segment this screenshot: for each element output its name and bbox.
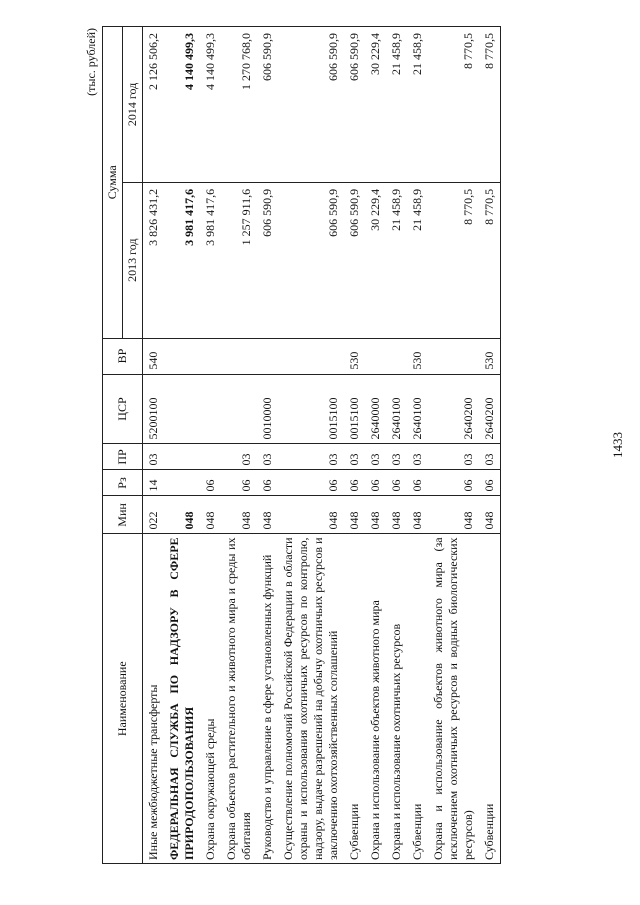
cell-rz: 06 — [278, 470, 344, 496]
cell-min: 048 — [200, 496, 221, 534]
budget-table — [102, 26, 501, 864]
table-row — [221, 27, 257, 864]
cell-2014: 606 590,9 — [257, 27, 278, 183]
cell-csr — [200, 374, 221, 444]
table-row — [479, 27, 501, 864]
cell-rz: 06 — [221, 470, 257, 496]
cell-min: 048 — [221, 496, 257, 534]
table-row — [365, 27, 386, 864]
cell-vr — [278, 338, 344, 374]
cell-2014: 1 270 768,0 — [221, 27, 257, 183]
cell-min: 048 — [428, 496, 479, 534]
table-row — [164, 27, 200, 864]
cell-vr: 540 — [143, 338, 165, 374]
cell-vr: 530 — [407, 338, 428, 374]
cell-rz: 06 — [407, 470, 428, 496]
cell-name: Субвенции — [479, 534, 501, 864]
cell-pr — [200, 444, 221, 470]
table-row — [278, 27, 344, 864]
cell-name: Иные межбюджетные трансферты — [143, 534, 165, 864]
cell-name: Руководство и управление в сфере установленных функций — [257, 534, 278, 864]
cell-pr: 03 — [344, 444, 365, 470]
header-2014: 2014 год — [123, 27, 143, 183]
cell-vr — [257, 338, 278, 374]
header-pr: ПР — [103, 444, 143, 470]
cell-2013: 21 458,9 — [386, 182, 407, 338]
table-row — [257, 27, 278, 864]
cell-2014: 606 590,9 — [278, 27, 344, 183]
cell-2014: 4 140 499,3 — [164, 27, 200, 183]
header-vr: ВР — [103, 338, 143, 374]
cell-rz: 06 — [479, 470, 501, 496]
cell-2013: 8 770,5 — [479, 182, 501, 338]
cell-min: 048 — [386, 496, 407, 534]
cell-2013: 8 770,5 — [428, 182, 479, 338]
cell-csr: 2640200 — [428, 374, 479, 444]
cell-min: 048 — [164, 496, 200, 534]
cell-min: 048 — [278, 496, 344, 534]
cell-csr: 2640100 — [386, 374, 407, 444]
cell-min: 048 — [407, 496, 428, 534]
cell-csr: 0015100 — [278, 374, 344, 444]
cell-pr: 03 — [407, 444, 428, 470]
cell-name: Охрана окружающей среды — [200, 534, 221, 864]
cell-rz: 06 — [365, 470, 386, 496]
cell-2014: 8 770,5 — [479, 27, 501, 183]
cell-min: 048 — [257, 496, 278, 534]
cell-pr: 03 — [143, 444, 165, 470]
header-min: Мин — [103, 496, 143, 534]
cell-pr: 03 — [278, 444, 344, 470]
cell-vr — [386, 338, 407, 374]
page-number: 1433 — [610, 432, 625, 458]
cell-name: Осуществление полномочий Российской Федерации в области охраны и использования охотничьих ресурсов по контролю, надзору, выдаче разрешений на добычу охотничьих ресурсов и заключению охотхозяйственных соглашений — [278, 534, 344, 864]
cell-2014: 30 229,4 — [365, 27, 386, 183]
cell-vr — [200, 338, 221, 374]
cell-vr — [221, 338, 257, 374]
cell-name: Охрана и использование объектов животного мира — [365, 534, 386, 864]
cell-rz: 14 — [143, 470, 165, 496]
cell-csr — [221, 374, 257, 444]
cell-2014: 2 126 506,2 — [143, 27, 165, 183]
table-row — [428, 27, 479, 864]
cell-rz: 06 — [386, 470, 407, 496]
header-csr: ЦСР — [103, 374, 143, 444]
cell-2013: 606 590,9 — [344, 182, 365, 338]
cell-vr — [365, 338, 386, 374]
header-rz: Рз — [103, 470, 143, 496]
cell-name: Охрана и использование объектов животного мира (за исключением охотничьих ресурсов и водных биологических ресурсов) — [428, 534, 479, 864]
cell-pr: 03 — [386, 444, 407, 470]
cell-2013: 606 590,9 — [278, 182, 344, 338]
cell-min: 022 — [143, 496, 165, 534]
table-row — [386, 27, 407, 864]
table-row — [344, 27, 365, 864]
cell-pr: 03 — [257, 444, 278, 470]
cell-rz: 06 — [428, 470, 479, 496]
cell-min: 048 — [365, 496, 386, 534]
cell-rz: 06 — [200, 470, 221, 496]
rotated-page — [80, 20, 640, 870]
cell-2013: 30 229,4 — [365, 182, 386, 338]
header-name: Наименование — [103, 534, 143, 864]
cell-2014: 21 458,9 — [386, 27, 407, 183]
cell-rz: 06 — [344, 470, 365, 496]
cell-2013: 3 981 417,6 — [164, 182, 200, 338]
cell-pr: 03 — [365, 444, 386, 470]
cell-rz — [164, 470, 200, 496]
cell-name: Субвенции — [344, 534, 365, 864]
cell-2013: 3 981 417,6 — [200, 182, 221, 338]
cell-csr: 0015100 — [344, 374, 365, 444]
table-row — [143, 27, 165, 864]
cell-csr: 2640000 — [365, 374, 386, 444]
cell-vr: 530 — [344, 338, 365, 374]
cell-2014: 8 770,5 — [428, 27, 479, 183]
cell-2013: 1 257 911,6 — [221, 182, 257, 338]
cell-csr — [164, 374, 200, 444]
table-body — [143, 27, 501, 864]
cell-2014: 21 458,9 — [407, 27, 428, 183]
units-note: (тыс. рублей) — [84, 28, 98, 96]
cell-min: 048 — [479, 496, 501, 534]
cell-2014: 4 140 499,3 — [200, 27, 221, 183]
cell-2013: 3 826 431,2 — [143, 182, 165, 338]
cell-csr: 2640100 — [407, 374, 428, 444]
table-row — [407, 27, 428, 864]
cell-name: Охрана объектов растительного и животного мира и среды их обитания — [221, 534, 257, 864]
cell-pr — [164, 444, 200, 470]
table-row — [200, 27, 221, 864]
cell-2013: 606 590,9 — [257, 182, 278, 338]
cell-vr: 530 — [479, 338, 501, 374]
cell-name: Субвенции — [407, 534, 428, 864]
cell-2014: 606 590,9 — [344, 27, 365, 183]
cell-pr: 03 — [479, 444, 501, 470]
cell-csr: 2640200 — [479, 374, 501, 444]
cell-vr — [428, 338, 479, 374]
cell-name: Охрана и использование охотничьих ресурсов — [386, 534, 407, 864]
header-2013: 2013 год — [123, 182, 143, 338]
cell-pr: 03 — [428, 444, 479, 470]
cell-rz: 06 — [257, 470, 278, 496]
header-sum: Сумма — [103, 27, 123, 339]
cell-name: ФЕДЕРАЛЬНАЯ СЛУЖБА ПО НАДЗОРУ В СФЕРЕ ПРИРОДОПОЛЬЗОВАНИЯ — [164, 534, 200, 864]
cell-2013: 21 458,9 — [407, 182, 428, 338]
header-row — [103, 27, 123, 864]
cell-min: 048 — [344, 496, 365, 534]
cell-csr: 0010000 — [257, 374, 278, 444]
cell-csr: 5200100 — [143, 374, 165, 444]
cell-vr — [164, 338, 200, 374]
cell-pr: 03 — [221, 444, 257, 470]
